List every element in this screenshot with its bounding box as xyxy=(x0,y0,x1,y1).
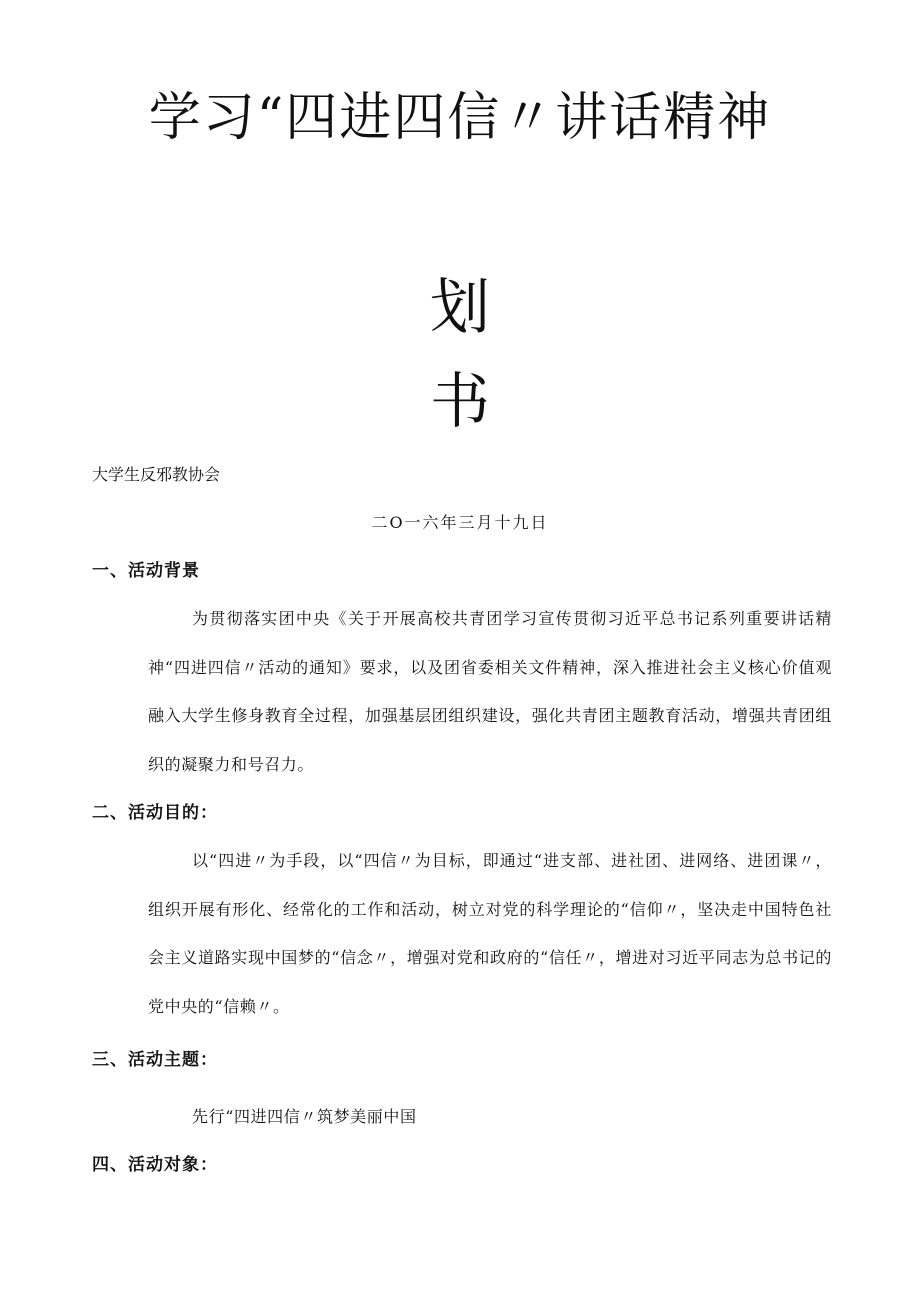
document-title-continuation-1: 划 xyxy=(430,273,490,343)
section-heading-theme: 三、活动主题： xyxy=(92,1050,218,1070)
document-title-continuation-2: 书 xyxy=(430,367,490,437)
organization-name: 大学生反邪教协会 xyxy=(92,465,221,484)
section-heading-audience: 四、活动对象： xyxy=(92,1155,218,1175)
section-body-theme: 先行“四进四信〃筑梦美丽中国 xyxy=(192,1107,417,1126)
document-date: 二O一六年三月十九日 xyxy=(371,513,549,532)
section-heading-background: 一、活动背景 xyxy=(92,561,200,581)
section-body-background: 为贯彻落实团中央《关于开展高校共青团学习宣传贯彻习近平总书记系列重要讲话精神“四进四信〃活动的通知》要求，以及团省委相关文件精神，深入推进社会主义核心价值观融入大学生修身教育全过程，加强基层团组织建设，强化共青团主题教育活动，增强共青团组织的凝聚力和号召力。 xyxy=(148,609,832,774)
document-title: 学习“四进四信〃讲话精神 xyxy=(148,88,772,148)
section-heading-purpose: 二、活动目的： xyxy=(92,803,218,823)
section-body-purpose: 以“四进〃为手段，以“四信〃为目标，即通过“进支部、进社团、进网络、进团课〃，组织开展有形化、经常化的工作和活动，树立对党的科学理论的“信仰〃，坚决走中国特色社会主义道路实现中国梦的“信念〃，增强对党和政府的“信任〃，增进对习近平同志为总书记的党中央的“信赖〃。 xyxy=(148,851,832,1016)
